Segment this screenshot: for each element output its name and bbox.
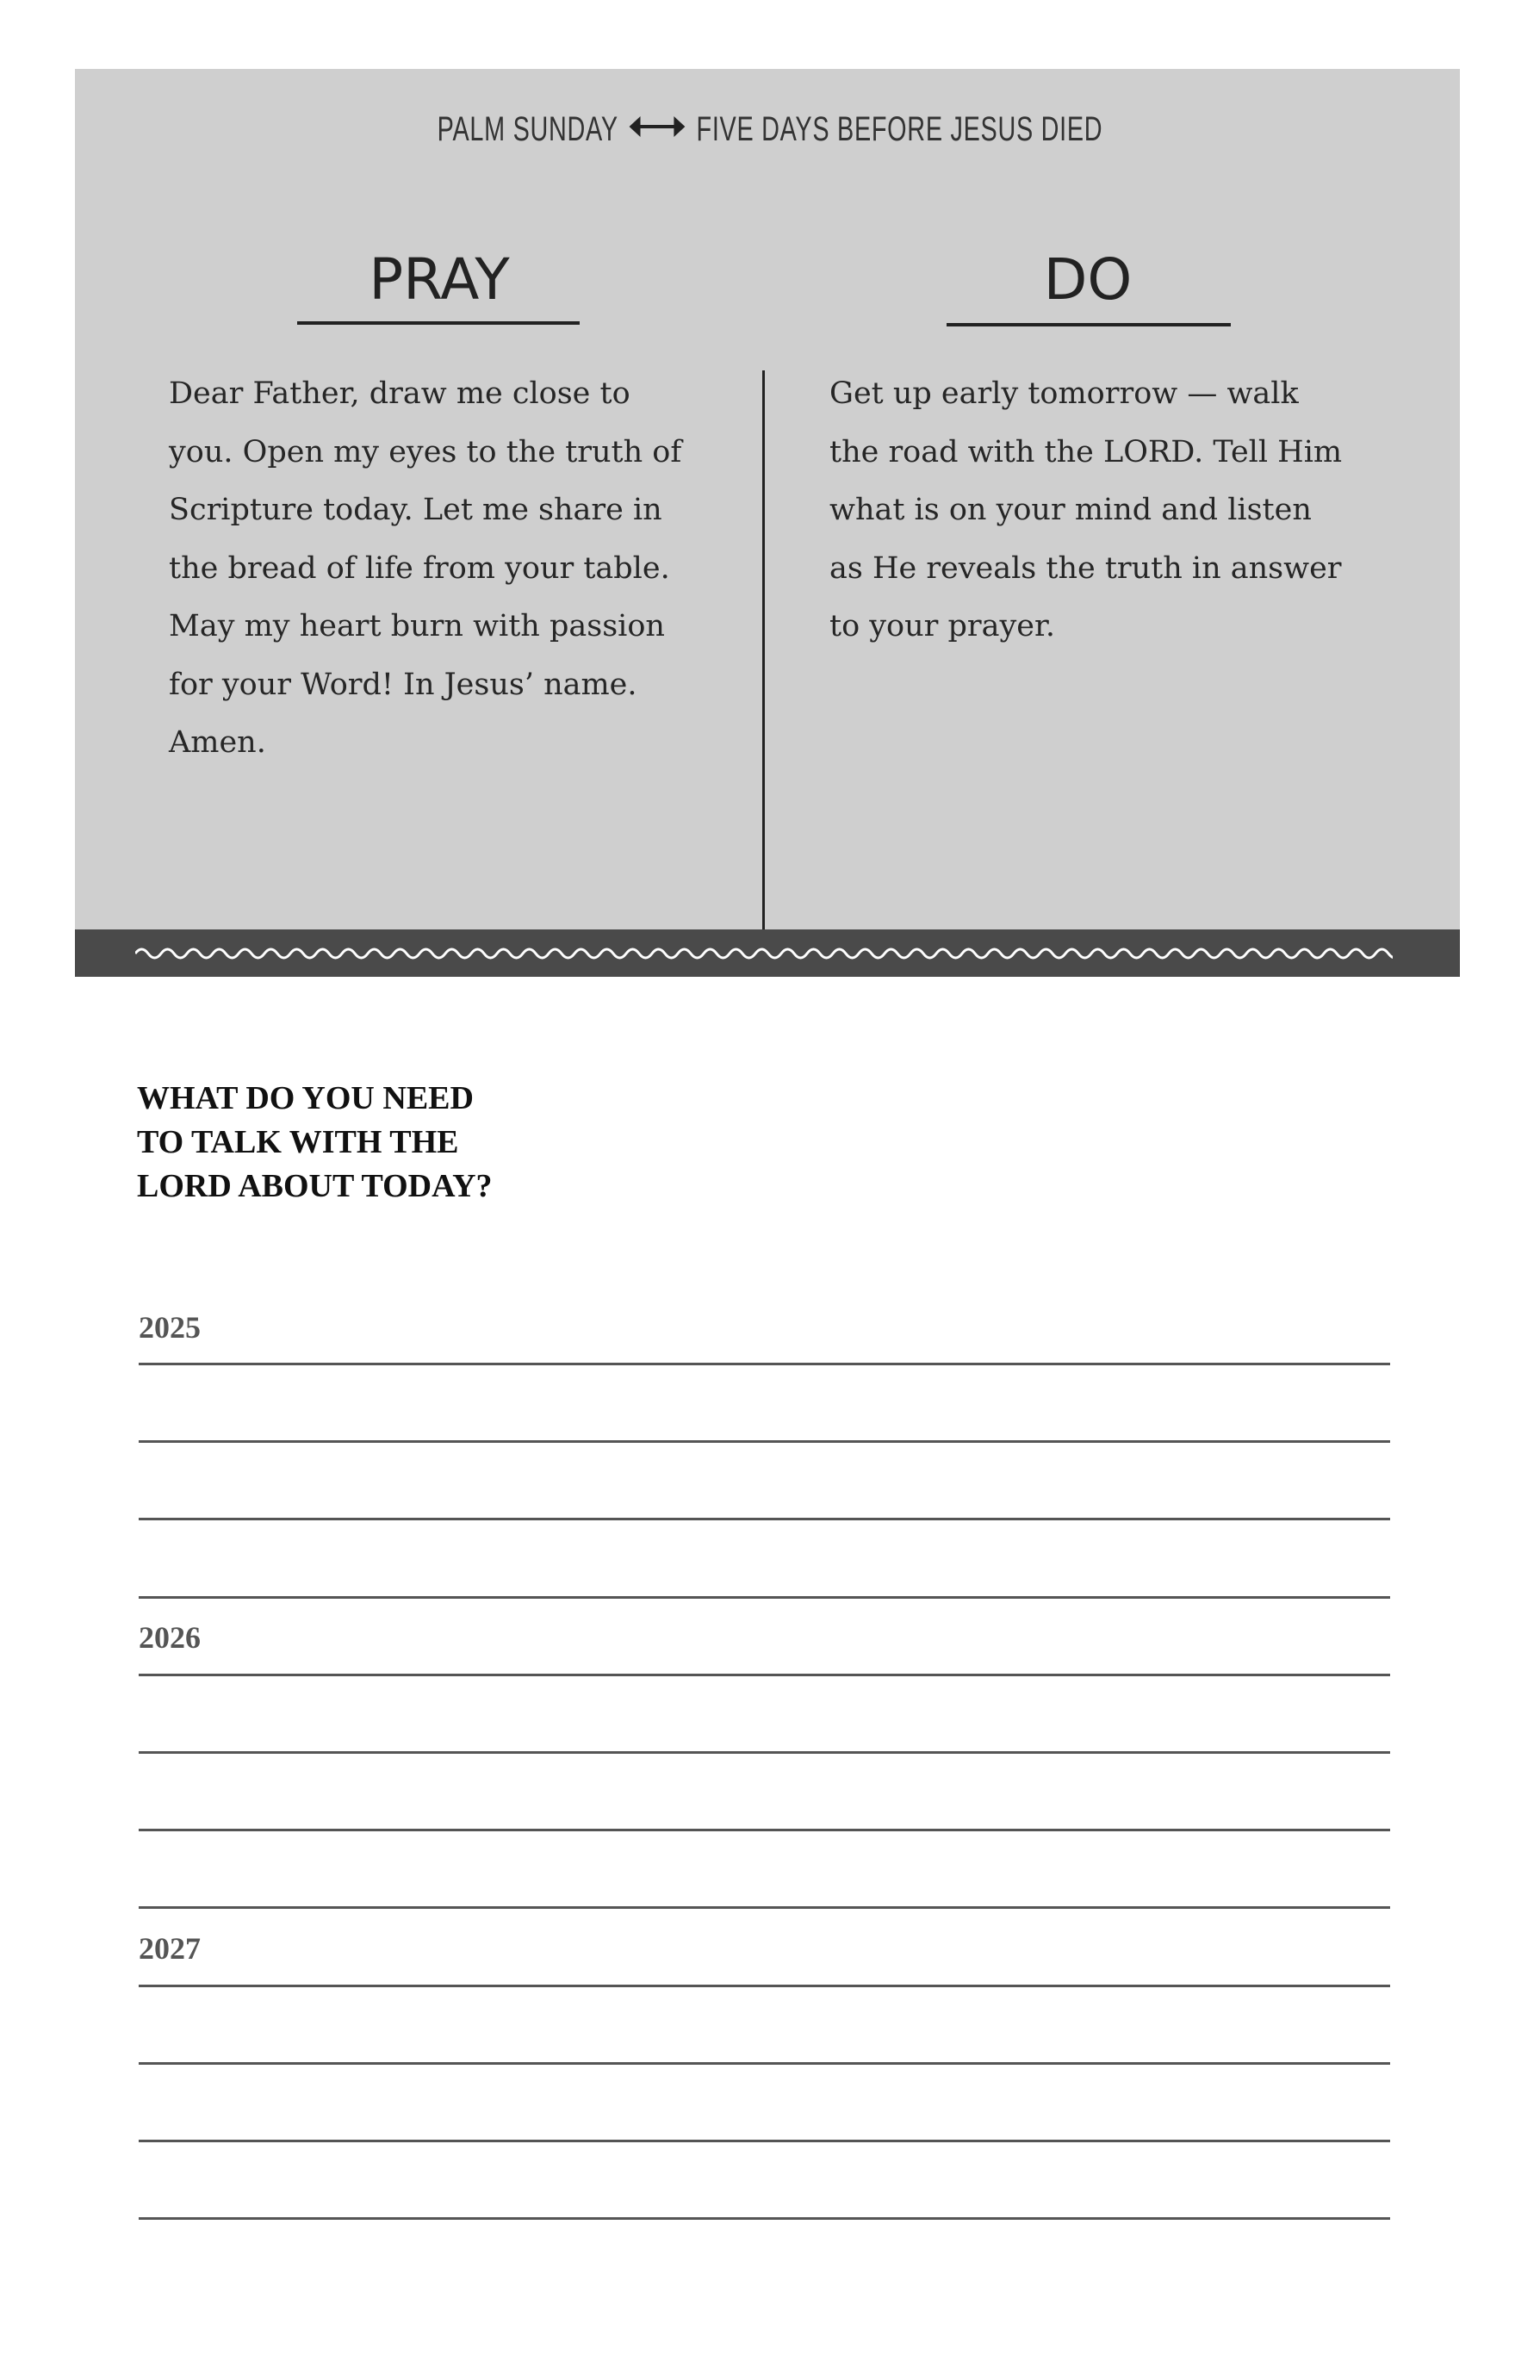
- writing-line: [139, 1518, 1390, 1520]
- writing-line: [139, 2217, 1390, 2220]
- pray-line: Scripture today. Let me share in: [169, 493, 662, 527]
- writing-line: [139, 1829, 1390, 1831]
- writing-line: [139, 1674, 1390, 1676]
- question-line: LORD ABOUT TODAY?: [137, 1168, 493, 1204]
- pray-line: Dear Father, draw me close to: [169, 376, 630, 411]
- pray-heading-rule: [297, 321, 580, 325]
- year-label-2025: 2025: [139, 1310, 201, 1345]
- pray-line: May my heart burn with passion: [169, 609, 665, 643]
- year-label-2027: 2027: [139, 1931, 201, 1966]
- pray-heading: PRAY: [369, 246, 510, 313]
- do-line: to your prayer.: [829, 609, 1056, 643]
- pray-line: the bread of life from your table.: [169, 550, 670, 586]
- column-divider: [762, 370, 765, 930]
- subtitle-right: FIVE DAYS BEFORE JESUS DIED: [696, 110, 1103, 148]
- question-line: TO TALK WITH THE: [137, 1124, 459, 1160]
- do-heading-rule: [947, 323, 1231, 326]
- writing-line: [139, 1440, 1390, 1443]
- pray-text: [169, 365, 681, 773]
- wave-banner: [75, 929, 1460, 977]
- pray-line: Amen.: [169, 725, 266, 760]
- writing-line: [139, 2062, 1390, 2065]
- pray-line: you. Open my eyes to the truth of: [169, 434, 682, 469]
- writing-line: [139, 1906, 1390, 1909]
- do-line: the road with the LORD. Tell Him: [829, 434, 1343, 469]
- question-line: WHAT DO YOU NEED: [137, 1080, 474, 1116]
- do-line: what is on your mind and listen: [829, 493, 1312, 527]
- double-arrow-icon: [630, 111, 686, 151]
- writing-line: [139, 1363, 1390, 1365]
- do-line: Get up early tomorrow — walk: [829, 376, 1299, 411]
- subtitle-left: PALM SUNDAY: [437, 110, 618, 148]
- wave-ornament: [135, 941, 1393, 966]
- journal-question: [137, 1077, 568, 1209]
- writing-line: [139, 1751, 1390, 1754]
- do-heading: DO: [1043, 246, 1133, 313]
- year-label-2026: 2026: [139, 1620, 201, 1655]
- do-text: [829, 365, 1342, 656]
- pray-line: for your Word! In Jesus’ name.: [169, 667, 637, 702]
- page-subtitle: [215, 110, 1324, 151]
- writing-line: [139, 2140, 1390, 2142]
- writing-line: [139, 1985, 1390, 1987]
- writing-line: [139, 1596, 1390, 1599]
- do-line: as He reveals the truth in answer: [829, 550, 1342, 586]
